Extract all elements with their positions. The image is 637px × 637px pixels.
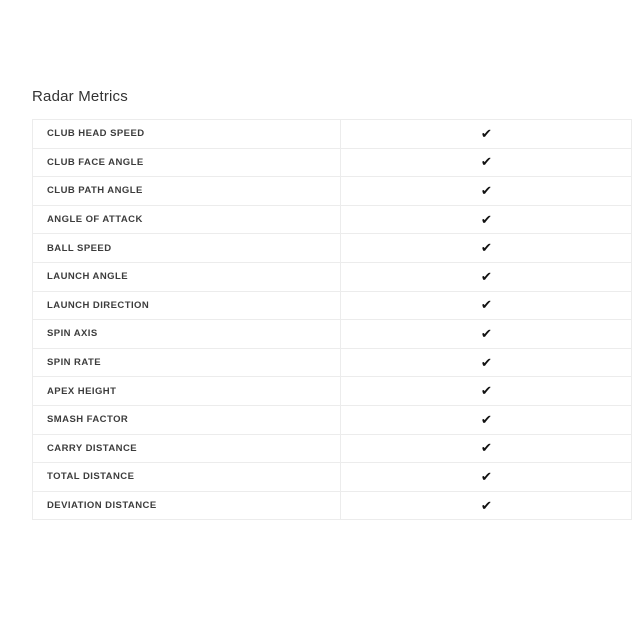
metric-name-cell: ANGLE OF ATTACK xyxy=(33,205,341,234)
metric-support-cell xyxy=(341,463,632,492)
metric-support-cell xyxy=(341,491,632,520)
metric-name-cell: LAUNCH DIRECTION xyxy=(33,291,341,320)
metric-name-cell: CLUB PATH ANGLE xyxy=(33,177,341,206)
table-row xyxy=(33,205,632,234)
check-icon: ✔ xyxy=(480,468,492,484)
check-icon: ✔ xyxy=(480,411,492,427)
table-row xyxy=(33,234,632,263)
check-icon: ✔ xyxy=(480,383,492,399)
metric-name-cell: SPIN RATE xyxy=(33,348,341,377)
page-title: Radar Metrics xyxy=(32,88,128,105)
check-icon: ✔ xyxy=(480,182,492,198)
table-row xyxy=(33,291,632,320)
table-row xyxy=(33,120,632,149)
metric-name-cell: BALL SPEED xyxy=(33,234,341,263)
metric-name-cell: DEVIATION DISTANCE xyxy=(33,491,341,520)
metric-name-cell: CARRY DISTANCE xyxy=(33,434,341,463)
metric-support-cell xyxy=(341,234,632,263)
metric-name-cell: SPIN AXIS xyxy=(33,320,341,349)
radar-metrics-table-body xyxy=(33,120,632,520)
table-row xyxy=(33,377,632,406)
metric-support-cell xyxy=(341,405,632,434)
metric-name-cell: APEX HEIGHT xyxy=(33,377,341,406)
check-icon: ✔ xyxy=(480,240,492,256)
check-icon: ✔ xyxy=(480,125,492,141)
metric-name-cell: LAUNCH ANGLE xyxy=(33,262,341,291)
radar-metrics-section xyxy=(32,88,617,520)
metric-support-cell xyxy=(341,262,632,291)
check-icon: ✔ xyxy=(480,211,492,227)
check-icon: ✔ xyxy=(480,297,492,313)
check-icon: ✔ xyxy=(480,497,492,513)
metric-name-cell: TOTAL DISTANCE xyxy=(33,463,341,492)
check-icon: ✔ xyxy=(480,268,492,284)
metric-name-cell: CLUB FACE ANGLE xyxy=(33,148,341,177)
table-row xyxy=(33,148,632,177)
table-row xyxy=(33,405,632,434)
table-row xyxy=(33,177,632,206)
metric-support-cell xyxy=(341,320,632,349)
check-icon: ✔ xyxy=(480,154,492,170)
radar-metrics-table xyxy=(32,119,632,520)
metric-name-cell: CLUB HEAD SPEED xyxy=(33,120,341,149)
metric-support-cell xyxy=(341,348,632,377)
table-row xyxy=(33,491,632,520)
metric-support-cell xyxy=(341,291,632,320)
metric-support-cell xyxy=(341,177,632,206)
metric-support-cell xyxy=(341,120,632,149)
table-row xyxy=(33,434,632,463)
table-row xyxy=(33,320,632,349)
metric-support-cell xyxy=(341,377,632,406)
metric-support-cell xyxy=(341,148,632,177)
table-row xyxy=(33,348,632,377)
table-row xyxy=(33,463,632,492)
metric-support-cell xyxy=(341,205,632,234)
check-icon: ✔ xyxy=(480,440,492,456)
metric-support-cell xyxy=(341,434,632,463)
table-row xyxy=(33,262,632,291)
metric-name-cell: SMASH FACTOR xyxy=(33,405,341,434)
check-icon: ✔ xyxy=(480,354,492,370)
check-icon: ✔ xyxy=(480,325,492,341)
